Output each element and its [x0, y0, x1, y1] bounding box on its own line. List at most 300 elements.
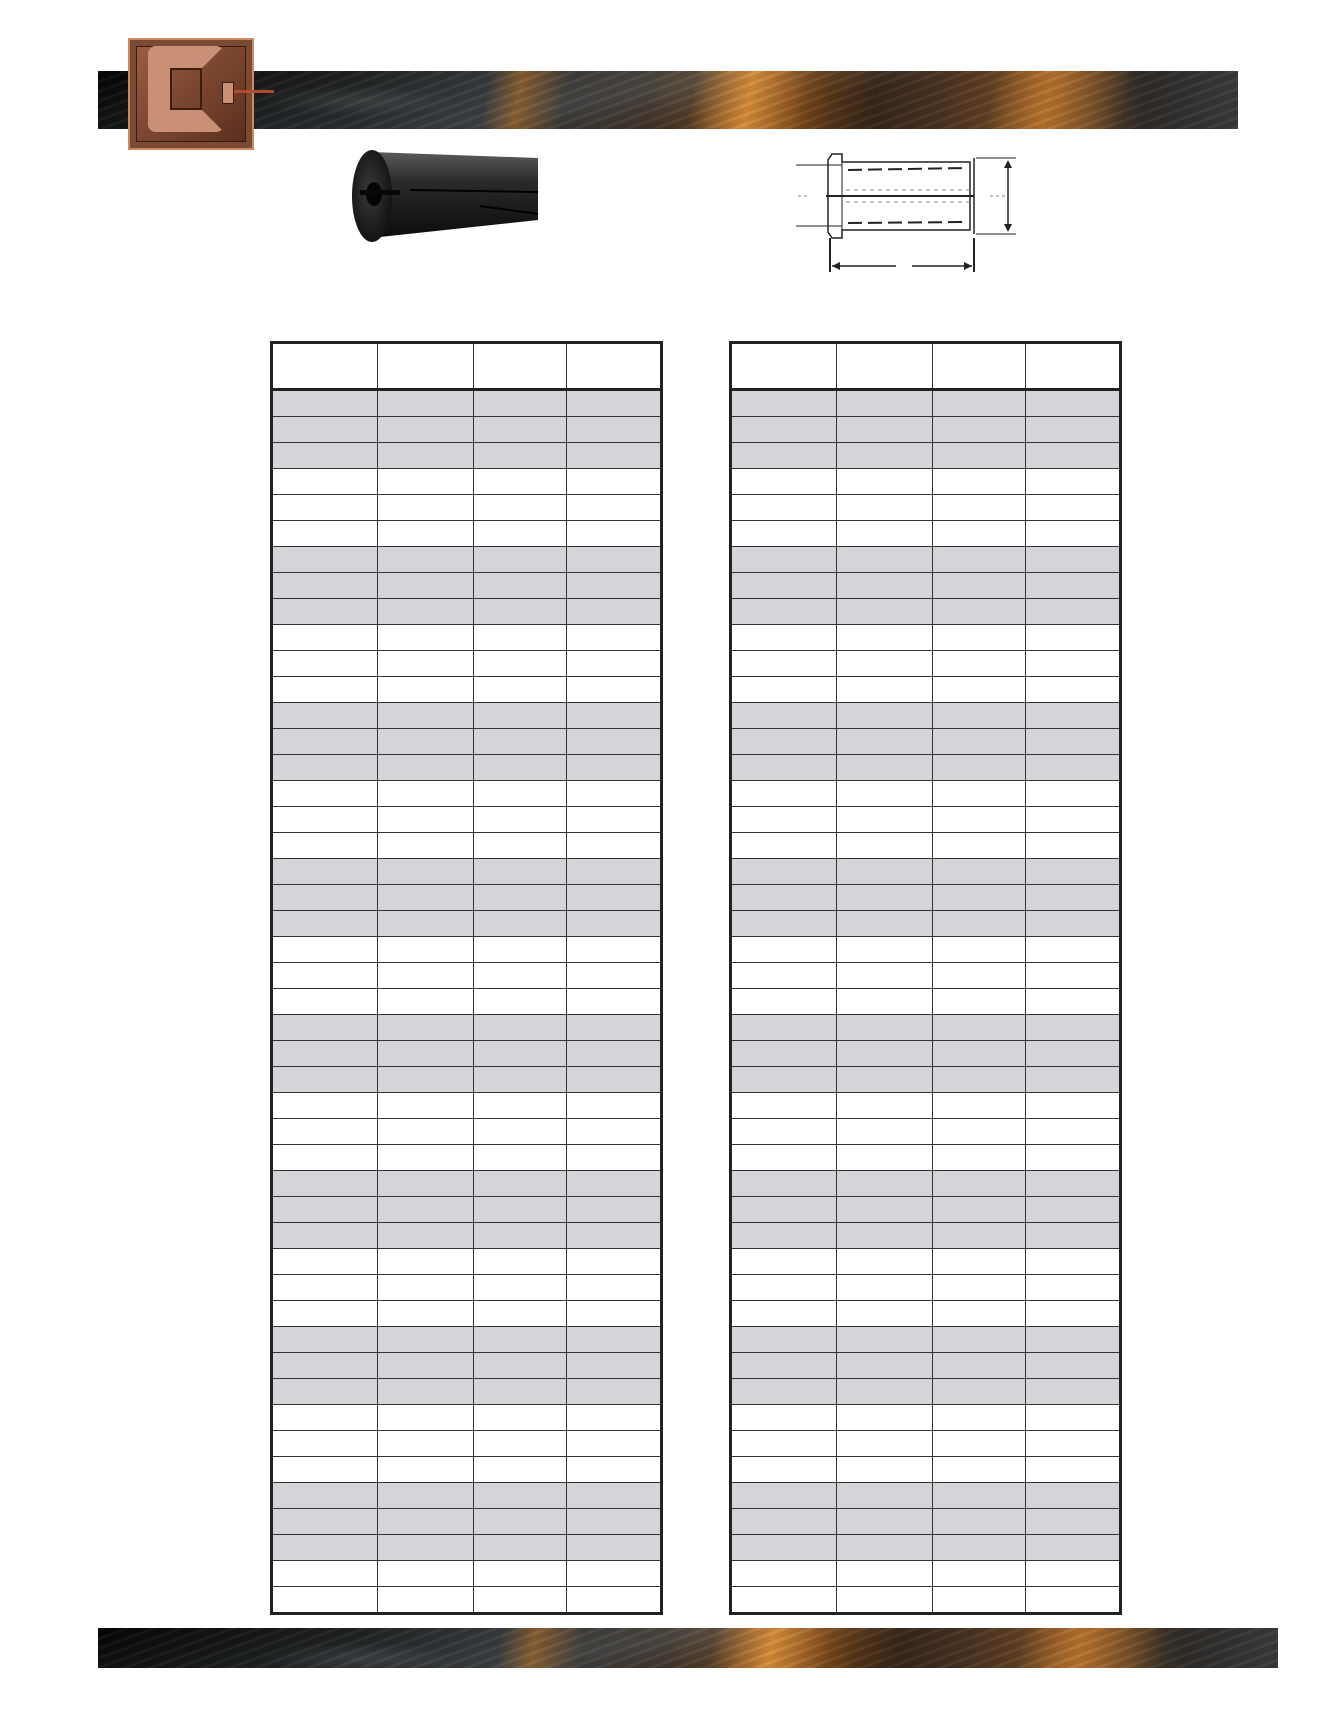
table-row — [731, 469, 1121, 495]
table-cell — [567, 1509, 662, 1535]
table-cell — [474, 390, 567, 417]
table-row — [731, 1223, 1121, 1249]
table-cell — [837, 963, 933, 989]
table-cell — [933, 859, 1026, 885]
table-cell — [933, 1353, 1026, 1379]
table-row — [272, 1093, 662, 1119]
table-cell — [1026, 1509, 1121, 1535]
table-row — [272, 1067, 662, 1093]
table-cell — [837, 1561, 933, 1587]
table-cell — [731, 885, 837, 911]
table-cell — [1026, 677, 1121, 703]
table-row — [272, 1379, 662, 1405]
table-cell — [272, 1561, 378, 1587]
table-cell — [731, 989, 837, 1015]
table-cell — [378, 599, 474, 625]
table-cell — [933, 677, 1026, 703]
table-cell — [1026, 1457, 1121, 1483]
table-cell — [272, 1197, 378, 1223]
table-cell — [567, 1015, 662, 1041]
table-row — [272, 547, 662, 573]
table-cell — [933, 1275, 1026, 1301]
table-cell — [378, 1535, 474, 1561]
table-cell — [474, 469, 567, 495]
table-cell — [474, 1457, 567, 1483]
table-cell — [1026, 703, 1121, 729]
table-cell — [272, 963, 378, 989]
table-cell — [837, 1431, 933, 1457]
table-row — [731, 1015, 1121, 1041]
table-cell — [474, 1119, 567, 1145]
table-cell — [731, 1119, 837, 1145]
table-cell — [731, 859, 837, 885]
table-cell — [378, 1353, 474, 1379]
table-cell — [378, 1379, 474, 1405]
table-cell — [731, 677, 837, 703]
table-cell — [272, 1535, 378, 1561]
table-cell — [933, 1535, 1026, 1561]
table-cell — [1026, 390, 1121, 417]
table-cell — [378, 1275, 474, 1301]
table-cell — [933, 443, 1026, 469]
table-cell — [933, 833, 1026, 859]
table-cell — [567, 547, 662, 573]
table-row — [731, 1509, 1121, 1535]
table-cell — [1026, 1405, 1121, 1431]
table-cell — [272, 547, 378, 573]
table-cell — [474, 755, 567, 781]
table-cell — [933, 417, 1026, 443]
table-cell — [731, 625, 837, 651]
table-cell — [567, 1561, 662, 1587]
table-cell — [837, 1587, 933, 1614]
table-row — [731, 703, 1121, 729]
table-cell — [933, 1067, 1026, 1093]
table-cell — [731, 443, 837, 469]
table-cell — [272, 989, 378, 1015]
table-cell — [731, 1197, 837, 1223]
table-cell — [1026, 547, 1121, 573]
table-cell — [272, 1431, 378, 1457]
table-cell — [272, 1041, 378, 1067]
table-cell — [933, 625, 1026, 651]
table-row — [272, 1223, 662, 1249]
table-row — [272, 755, 662, 781]
table-row — [272, 989, 662, 1015]
table-cell — [1026, 1145, 1121, 1171]
table-row — [272, 1015, 662, 1041]
table-cell — [731, 911, 837, 937]
table-cell — [474, 781, 567, 807]
table-cell — [933, 1171, 1026, 1197]
table-cell — [1026, 807, 1121, 833]
table-cell — [1026, 859, 1121, 885]
table-cell — [474, 885, 567, 911]
table-cell — [837, 1145, 933, 1171]
table-cell — [378, 755, 474, 781]
table-cell — [1026, 885, 1121, 911]
table-cell — [933, 1041, 1026, 1067]
logo-collet-icon — [222, 82, 234, 104]
table-cell — [933, 1301, 1026, 1327]
table-cell — [933, 1509, 1026, 1535]
table-cell — [474, 859, 567, 885]
table-cell — [567, 1483, 662, 1509]
table-cell — [1026, 729, 1121, 755]
table-cell — [567, 495, 662, 521]
table-cell — [933, 1587, 1026, 1614]
table-row — [731, 651, 1121, 677]
table-row — [272, 1535, 662, 1561]
table-cell — [731, 1275, 837, 1301]
table-cell — [837, 1327, 933, 1353]
table-cell — [1026, 1353, 1121, 1379]
table-cell — [731, 573, 837, 599]
table-cell — [1026, 1249, 1121, 1275]
table-cell — [567, 677, 662, 703]
table-cell — [474, 521, 567, 547]
table-cell — [567, 625, 662, 651]
table-cell — [731, 1561, 837, 1587]
table-cell — [378, 989, 474, 1015]
table-cell — [933, 1457, 1026, 1483]
table-cell — [567, 443, 662, 469]
table-cell — [1026, 755, 1121, 781]
table-cell — [272, 1015, 378, 1041]
table-cell — [731, 599, 837, 625]
table-cell — [567, 1093, 662, 1119]
table-row — [731, 729, 1121, 755]
table-cell — [474, 1197, 567, 1223]
table-cell — [272, 937, 378, 963]
table-cell — [474, 1353, 567, 1379]
table-cell — [272, 1275, 378, 1301]
table-cell — [933, 1561, 1026, 1587]
table-cell — [837, 989, 933, 1015]
table-row — [731, 833, 1121, 859]
table-cell — [1026, 1171, 1121, 1197]
table-row — [731, 963, 1121, 989]
table-cell — [1026, 1379, 1121, 1405]
table-cell — [933, 1405, 1026, 1431]
table-cell — [474, 625, 567, 651]
table-cell — [731, 547, 837, 573]
table-cell — [1026, 417, 1121, 443]
table-row — [731, 859, 1121, 885]
table-cell — [731, 1379, 837, 1405]
table-cell — [474, 833, 567, 859]
table-cell — [933, 469, 1026, 495]
table-cell — [837, 1301, 933, 1327]
table-cell — [272, 1509, 378, 1535]
table-cell — [474, 1067, 567, 1093]
table-cell — [837, 1041, 933, 1067]
table-cell — [474, 1015, 567, 1041]
table-cell — [272, 495, 378, 521]
table-header — [731, 343, 1121, 390]
table-row — [272, 781, 662, 807]
table-row — [272, 390, 662, 417]
header-banner — [98, 71, 1238, 129]
table-body — [272, 390, 662, 1614]
table-header — [272, 343, 662, 390]
table-cell — [378, 833, 474, 859]
table-cell — [474, 547, 567, 573]
table-cell — [1026, 833, 1121, 859]
table-cell — [378, 390, 474, 417]
table-row — [272, 1509, 662, 1535]
table-cell — [933, 651, 1026, 677]
table-row — [272, 859, 662, 885]
table-row — [272, 443, 662, 469]
table-cell — [474, 1535, 567, 1561]
table-cell — [272, 781, 378, 807]
table-cell — [933, 1093, 1026, 1119]
table-cell — [731, 781, 837, 807]
table-cell — [567, 833, 662, 859]
table-row — [731, 781, 1121, 807]
table-cell — [837, 1353, 933, 1379]
table-cell — [933, 1223, 1026, 1249]
table-cell — [731, 1093, 837, 1119]
table-cell — [474, 1431, 567, 1457]
table-cell — [272, 885, 378, 911]
table-cell — [837, 833, 933, 859]
table-cell — [378, 443, 474, 469]
table-cell — [378, 1431, 474, 1457]
table-row — [272, 729, 662, 755]
table-row — [272, 1457, 662, 1483]
table-cell — [378, 1171, 474, 1197]
table-cell — [474, 963, 567, 989]
table-cell — [837, 1457, 933, 1483]
table-cell — [567, 1301, 662, 1327]
table-row — [272, 1587, 662, 1614]
table-cell — [474, 1509, 567, 1535]
table-row — [731, 1067, 1121, 1093]
table-cell — [837, 390, 933, 417]
table-row — [272, 1353, 662, 1379]
table-row — [272, 937, 662, 963]
table-cell — [731, 1041, 837, 1067]
table-cell — [1026, 781, 1121, 807]
table-cell — [474, 1483, 567, 1509]
table-cell — [567, 573, 662, 599]
table-cell — [837, 703, 933, 729]
table-cell — [1026, 911, 1121, 937]
table-cell — [378, 521, 474, 547]
table-row — [731, 989, 1121, 1015]
table-row — [731, 390, 1121, 417]
table-cell — [1026, 1067, 1121, 1093]
size-table-left — [270, 341, 663, 1615]
table-row — [272, 1301, 662, 1327]
table-row — [731, 495, 1121, 521]
header-cell — [837, 343, 933, 390]
header-cell — [567, 343, 662, 390]
table-cell — [837, 1379, 933, 1405]
table-cell — [567, 599, 662, 625]
table-row — [731, 1301, 1121, 1327]
table-cell — [731, 1223, 837, 1249]
table-row — [731, 1327, 1121, 1353]
table-cell — [474, 1301, 567, 1327]
table-cell — [837, 755, 933, 781]
table-row — [272, 599, 662, 625]
table-cell — [731, 937, 837, 963]
table-row — [731, 1145, 1121, 1171]
table-row — [731, 1379, 1121, 1405]
table-cell — [1026, 1561, 1121, 1587]
table-cell — [1026, 495, 1121, 521]
table-cell — [837, 521, 933, 547]
table-cell — [378, 1249, 474, 1275]
table-cell — [837, 1197, 933, 1223]
table-cell — [378, 1119, 474, 1145]
table-row — [731, 1457, 1121, 1483]
header-cell — [1026, 343, 1121, 390]
table-cell — [933, 807, 1026, 833]
table-cell — [731, 1509, 837, 1535]
table-cell — [837, 495, 933, 521]
table-row — [272, 885, 662, 911]
table-row — [731, 1353, 1121, 1379]
table-cell — [731, 1301, 837, 1327]
table-cell — [378, 807, 474, 833]
table-cell — [1026, 651, 1121, 677]
table-cell — [474, 651, 567, 677]
table-cell — [567, 1587, 662, 1614]
table-cell — [731, 1249, 837, 1275]
table-cell — [837, 885, 933, 911]
table-row — [731, 521, 1121, 547]
table-cell — [567, 651, 662, 677]
table-cell — [567, 859, 662, 885]
table-cell — [378, 1041, 474, 1067]
table-cell — [272, 859, 378, 885]
table-row — [731, 417, 1121, 443]
table-row — [272, 1119, 662, 1145]
table-cell — [1026, 1535, 1121, 1561]
table-cell — [272, 1353, 378, 1379]
table-cell — [731, 833, 837, 859]
table-cell — [567, 989, 662, 1015]
table-row — [731, 1535, 1121, 1561]
table-cell — [731, 1353, 837, 1379]
table-cell — [567, 755, 662, 781]
table-cell — [378, 1327, 474, 1353]
table-row — [731, 755, 1121, 781]
table-cell — [474, 989, 567, 1015]
table-row — [272, 1483, 662, 1509]
table-cell — [378, 885, 474, 911]
table-row — [731, 1561, 1121, 1587]
table-cell — [1026, 989, 1121, 1015]
table-cell — [567, 1223, 662, 1249]
table-cell — [378, 1197, 474, 1223]
logo-pin-icon — [234, 90, 274, 93]
table-cell — [731, 1457, 837, 1483]
table-cell — [378, 1223, 474, 1249]
table-cell — [1026, 1041, 1121, 1067]
table-row — [272, 1327, 662, 1353]
table-cell — [272, 651, 378, 677]
table-row — [731, 1275, 1121, 1301]
table-cell — [474, 911, 567, 937]
table-row — [731, 573, 1121, 599]
table-cell — [1026, 1301, 1121, 1327]
table-cell — [933, 1145, 1026, 1171]
table-cell — [731, 1067, 837, 1093]
table-cell — [731, 1145, 837, 1171]
table-cell — [567, 729, 662, 755]
table-cell — [1026, 1197, 1121, 1223]
table-cell — [837, 937, 933, 963]
table-cell — [933, 521, 1026, 547]
table-cell — [567, 1405, 662, 1431]
table-cell — [567, 1197, 662, 1223]
table-cell — [567, 1067, 662, 1093]
table-cell — [378, 911, 474, 937]
table-cell — [474, 1249, 567, 1275]
table-row — [272, 1431, 662, 1457]
table-cell — [378, 547, 474, 573]
table-cell — [474, 599, 567, 625]
table-cell — [837, 1483, 933, 1509]
table-cell — [933, 937, 1026, 963]
table-cell — [731, 1535, 837, 1561]
table-cell — [272, 1119, 378, 1145]
table-body — [731, 390, 1121, 1614]
table-cell — [837, 651, 933, 677]
header-cell — [474, 343, 567, 390]
table-cell — [378, 573, 474, 599]
table-row — [731, 443, 1121, 469]
table-cell — [1026, 1327, 1121, 1353]
table-cell — [933, 729, 1026, 755]
header-cell — [933, 343, 1026, 390]
table-cell — [474, 1327, 567, 1353]
table-row — [272, 677, 662, 703]
table-cell — [567, 781, 662, 807]
table-cell — [378, 1587, 474, 1614]
table-cell — [933, 1327, 1026, 1353]
table-cell — [272, 807, 378, 833]
table-cell — [837, 1275, 933, 1301]
table-row — [272, 807, 662, 833]
table-row — [272, 469, 662, 495]
table-cell — [731, 521, 837, 547]
table-cell — [474, 937, 567, 963]
table-cell — [567, 937, 662, 963]
table-cell — [933, 755, 1026, 781]
table-row — [272, 911, 662, 937]
table-cell — [474, 1561, 567, 1587]
table-row — [272, 1171, 662, 1197]
table-cell — [272, 1379, 378, 1405]
table-cell — [474, 417, 567, 443]
table-cell — [474, 1223, 567, 1249]
table-cell — [837, 1405, 933, 1431]
table-cell — [378, 703, 474, 729]
table-cell — [474, 1093, 567, 1119]
table-cell — [272, 573, 378, 599]
table-cell — [1026, 443, 1121, 469]
table-cell — [474, 1405, 567, 1431]
table-cell — [567, 1145, 662, 1171]
table-cell — [378, 1015, 474, 1041]
table-cell — [378, 469, 474, 495]
